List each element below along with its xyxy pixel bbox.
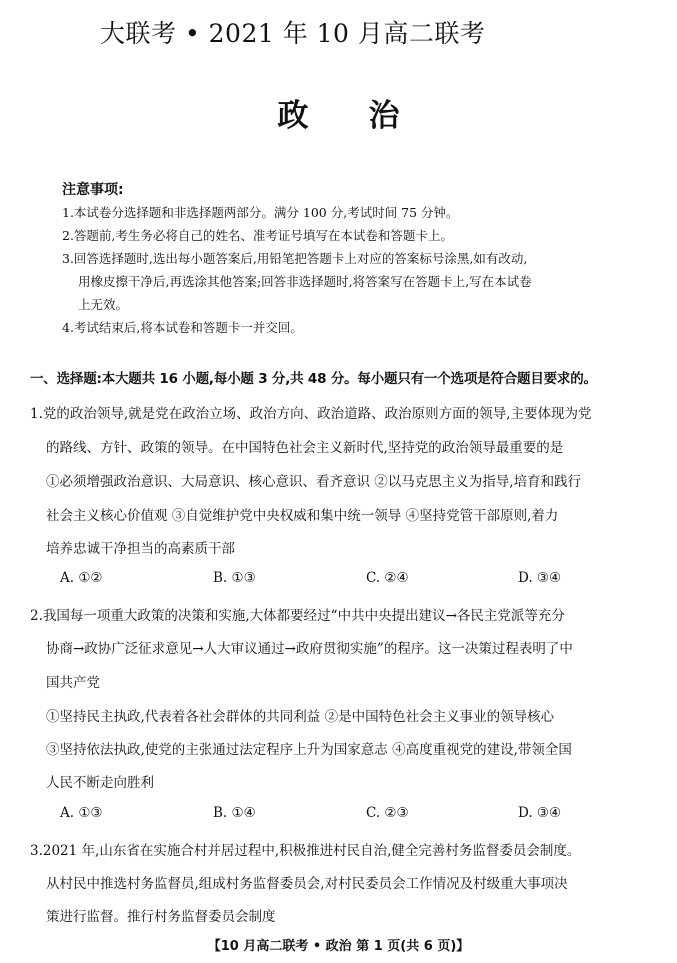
option-a: A. ①② — [60, 570, 103, 586]
page-footer: 【10 月高二联考 • 政治 第 1 页(共 6 页)】 — [207, 939, 470, 954]
option-c: C. ②③ — [366, 805, 409, 821]
option-b: B. ①③ — [213, 570, 256, 586]
notice-item: 4.考试结束后,将本试卷和答题卡一并交回。 — [62, 320, 303, 335]
question-1-statement: 培养忠诚干净担当的高素质干部 — [46, 541, 235, 557]
question-2-stem: 协商→政协广泛征求意见→人大审议通过→政府贯彻实施”的程序。这一决策过程表明了中 — [46, 641, 573, 657]
subject-title: 政治 — [277, 98, 460, 134]
exam-title: 大联考 • 2021 年 10 月高二联考 — [100, 19, 486, 48]
question-2-stem: 国共产党 — [46, 675, 100, 691]
notice-title: 注意事项: — [62, 182, 124, 198]
question-1-statement: 社会主义核心价值观 ③自觉维护党中央权威和集中统一领导 ④坚持党管干部原则,着力 — [46, 508, 559, 524]
option-c: C. ②④ — [366, 570, 409, 586]
question-1-stem: 的路线、方针、政策的领导。在中国特色社会主义新时代,坚持党的政治领导最重要的是 — [46, 440, 564, 456]
question-3-stem: 3.2021 年,山东省在实施合村并居过程中,积极推进村民自治,健全完善村务监督委员会制度。 — [30, 843, 581, 859]
question-2-stem: 2.我国每一项重大政策的决策和实施,大体都要经过“中共中央提出建议→各民主党派等充分 — [30, 608, 565, 624]
option-a: A. ①③ — [60, 805, 103, 821]
question-3-stem: 策进行监督。推行村务监督委员会制度 — [46, 909, 276, 925]
notice-item: 1.本试卷分选择题和非选择题两部分。满分 100 分,考试时间 75 分钟。 — [62, 205, 459, 220]
option-b: B. ①④ — [213, 805, 256, 821]
option-d: D. ③④ — [518, 805, 562, 821]
question-2-statement: ③坚持依法执政,使党的主张通过法定程序上升为国家意志 ④高度重视党的建设,带领全国 — [46, 742, 572, 758]
section-heading: 一、选择题:本大题共 16 小题,每小题 3 分,共 48 分。每小题只有一个选项是符合题目要求的。 — [30, 371, 597, 387]
notice-item-continued: 用橡皮擦干净后,再选涂其他答案;回答非选择题时,将答案写在答题卡上,写在本试卷 — [78, 274, 532, 289]
option-d: D. ③④ — [518, 570, 562, 586]
notice-item: 3.回答选择题时,选出每小题答案后,用铅笔把答题卡上对应的答案标号涂黑,如有改动, — [62, 251, 528, 266]
notice-item: 2.答题前,考生务必将自己的姓名、准考证号填写在本试卷和答题卡上。 — [62, 228, 453, 243]
question-1-stem: 1.党的政治领导,就是党在政治立场、政治方向、政治道路、政治原则方面的领导,主要体现为党 — [30, 406, 592, 422]
notice-item-continued: 上无效。 — [78, 297, 129, 312]
question-3-stem: 从村民中推选村务监督员,组成村务监督委员会,对村民委员会工作情况及村级重大事项决 — [46, 876, 568, 892]
question-2-statement: 人民不断走向胜利 — [46, 775, 154, 791]
question-1-statement: ①必须增强政治意识、大局意识、核心意识、看齐意识 ②以马克思主义为指导,培育和践行 — [46, 474, 582, 490]
question-2-statement: ①坚持民主执政,代表着各社会群体的共同利益 ②是中国特色社会主义事业的领导核心 — [46, 709, 555, 725]
